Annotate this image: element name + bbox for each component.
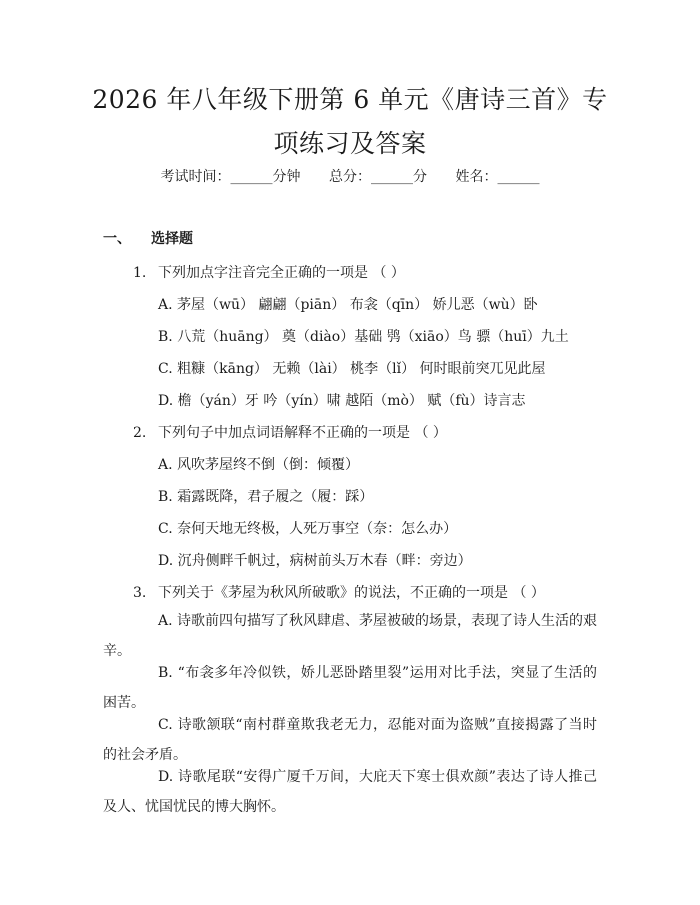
section-number: 一、 [103,231,131,247]
q2-option-b: B. 霜露既降，君子履之（履：踩） [158,489,374,505]
q2-option-a: A. 风吹茅屋终不倒（倒：倾覆） [158,457,360,473]
question-2 [133,422,447,442]
exam-time: 考试时间：______分钟 [160,169,301,185]
document-title [60,78,640,166]
q2-option-c: C. 奈何天地无终极，人死万事空（奈：怎么办） [158,521,458,537]
q1-option-c: C. 粗糠（kāng） 无赖（lài） 桃李（lǐ） 何时眼前突兀见此屋 [158,361,546,377]
title-line-2: 项练习及答案 [273,129,427,158]
question-number: 2. [133,425,147,441]
section-heading [103,228,193,248]
q3-option-b: B. “布衾多年冷似铁，娇儿恶卧踏里裂”运用对比手法，突显了生活的困苦。 [103,665,597,711]
exam-info [0,166,700,186]
q3-option-a: A. 诗歌前四句描写了秋风肆虐、茅屋被破的场景，表现了诗人生活的艰辛。 [103,613,598,659]
question-number: 3. [133,585,147,601]
q2-option-d: D. 沉舟侧畔千帆过，病树前头万木春（畔：旁边） [158,553,472,569]
exam-score: 总分：______分 [329,169,427,185]
student-name: 姓名：______ [455,169,540,185]
q1-option-d: D. 檐（yán）牙 吟（yín）啸 越陌（mò） 赋（fù）诗言志 [158,393,526,409]
question-number: 1. [133,265,147,281]
question-3 [133,582,545,602]
q3-option-c: C. 诗歌颔联“南村群童欺我老无力，忍能对面为盗贼”直接揭露了当时的社会矛盾。 [103,717,597,763]
q1-option-a: A. 茅屋（wū） 翩翩（piān） 布衾（qīn） 娇儿恶（wù）卧 [158,297,538,313]
question-stem: 下列句子中加点词语解释不正确的一项是 （ ） [158,425,447,441]
q3-option-d: D. 诗歌尾联“安得广厦千万间，大庇天下寒士俱欢颜”表达了诗人推己及人、忧国忧民的博大胸怀。 [103,769,597,815]
title-line-1: 2026 年八年级下册第 6 单元《唐诗三首》专 [92,85,608,114]
section-label: 选择题 [151,231,193,247]
question-stem: 下列加点字注音完全正确的一项是 （ ） [158,265,405,281]
q1-option-b: B. 八荒（huāng） 奠（diào）基础 鸮（xiāo）鸟 骠（huī）九土 [158,329,569,345]
question-stem: 下列关于《茅屋为秋风所破歌》的说法，不正确的一项是 （ ） [158,585,545,601]
question-1 [133,262,405,282]
